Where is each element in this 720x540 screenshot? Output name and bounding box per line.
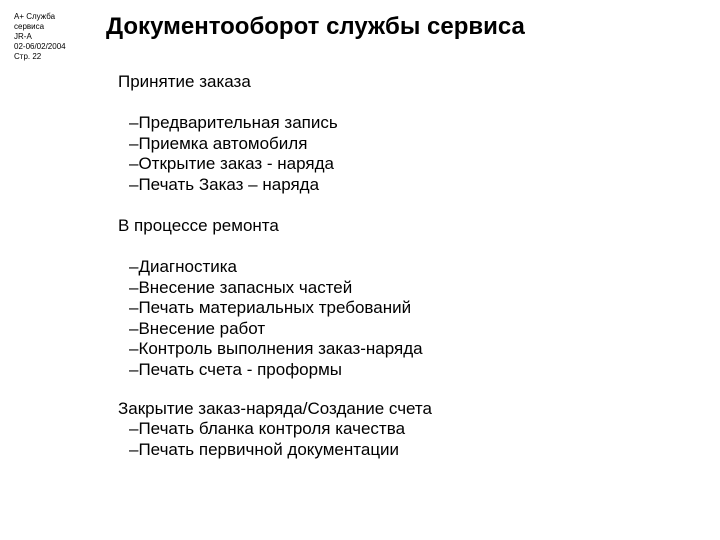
- list-item: –Печать Заказ – наряда: [129, 174, 320, 194]
- section-heading: Принятие заказа: [118, 72, 251, 91]
- meta-line-4: 02-06/02/2004: [14, 42, 66, 51]
- list-item: –Внесение работ: [129, 318, 266, 338]
- section-item-list: [118, 419, 678, 460]
- list-item: –Контроль выполнения заказ-наряда: [129, 339, 423, 358]
- meta-line-2: сервиса: [14, 22, 45, 31]
- section-repair-process: [118, 215, 678, 380]
- meta-line-3: JR-A: [14, 32, 32, 41]
- list-item: –Приемка автомобиля: [129, 133, 308, 153]
- section-item-list: [118, 113, 678, 195]
- section-item-list: [118, 257, 678, 380]
- section-heading: Закрытие заказ-наряда/Создание счета: [118, 399, 432, 418]
- section-closing: [118, 398, 678, 460]
- slide-meta-block: [14, 12, 66, 62]
- meta-line-5: Стр. 22: [14, 52, 42, 61]
- meta-line-1: А+ Служба: [14, 12, 56, 21]
- list-item: –Диагностика: [129, 257, 238, 276]
- section-order-intake: [118, 71, 678, 195]
- page-title: Документооборот службы сервиса: [106, 13, 525, 40]
- list-item: –Печать бланка контроля качества: [129, 419, 406, 438]
- section-heading: В процессе ремонта: [118, 216, 279, 235]
- list-item: –Внесение запасных частей: [129, 277, 353, 297]
- list-item: –Печать счета - проформы: [129, 359, 342, 379]
- list-item: –Печать материальных требований: [129, 298, 412, 317]
- list-item: –Открытие заказ - наряда: [129, 154, 334, 173]
- list-item: –Предварительная запись: [129, 113, 338, 132]
- list-item: –Печать первичной документации: [129, 439, 400, 459]
